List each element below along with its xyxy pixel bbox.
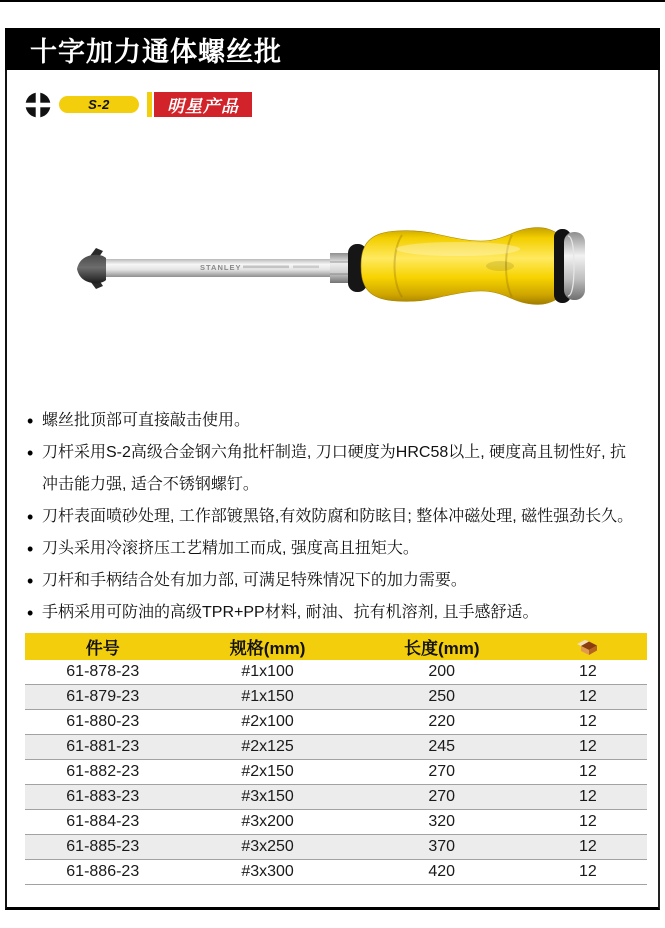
table-row [25, 835, 647, 860]
cell-qty: 12 [529, 685, 647, 710]
phillips-tip [77, 255, 106, 284]
box-icon [576, 639, 600, 656]
cell-spec: #1x150 [181, 685, 355, 710]
cell-qty: 12 [529, 810, 647, 835]
cell-part-number: 61-881-23 [25, 735, 181, 760]
title-bar [5, 28, 660, 70]
table-row [25, 860, 647, 885]
feature-list [27, 405, 639, 629]
cell-part-number: 61-878-23 [25, 660, 181, 685]
cell-length: 200 [355, 660, 529, 685]
cell-length: 245 [355, 735, 529, 760]
col-header-pack-qty [529, 633, 647, 660]
feature-item: • 刀杆采用S-2高级合金钢六角批杆制造, 刀口硬度为HRC58以上, 硬度高且韧性好, 抗冲击能力强, 适合不锈钢螺钉。 [27, 437, 639, 501]
cell-qty: 12 [529, 760, 647, 785]
shaft-brand-text: STANLEY [200, 263, 242, 272]
screwdriver-image [60, 210, 600, 315]
col-header-spec: 规格(mm) [181, 633, 355, 660]
top-divider [0, 0, 665, 2]
cell-spec: #2x125 [181, 735, 355, 760]
star-product-badge [147, 92, 252, 117]
cell-length: 420 [355, 860, 529, 885]
cell-part-number: 61-886-23 [25, 860, 181, 885]
feature-item: • 刀杆表面喷砂处理, 工作部镀黑铬,有效防腐和防眩目; 整体冲磁处理, 磁性强劲长久。 [27, 501, 639, 533]
cell-length: 220 [355, 710, 529, 735]
cell-length: 270 [355, 785, 529, 810]
cell-qty: 12 [529, 710, 647, 735]
table-row [25, 685, 647, 710]
cell-length: 270 [355, 760, 529, 785]
table-header-row [25, 633, 647, 660]
table-row [25, 760, 647, 785]
cell-spec: #3x300 [181, 860, 355, 885]
table-row [25, 810, 647, 835]
cell-part-number: 61-884-23 [25, 810, 181, 835]
handle [361, 228, 565, 305]
feature-item: • 螺丝批顶部可直接敲击使用。 [27, 405, 639, 437]
cell-spec: #3x150 [181, 785, 355, 810]
s2-badge: S-2 [59, 96, 139, 113]
cell-spec: #2x150 [181, 760, 355, 785]
cell-qty: 12 [529, 860, 647, 885]
table-row [25, 660, 647, 685]
phillips-cross-icon [25, 92, 51, 118]
cell-part-number: 61-882-23 [25, 760, 181, 785]
table-row [25, 710, 647, 735]
feature-item: • 刀头采用冷滚挤压工艺精加工而成, 强度高且扭矩大。 [27, 533, 639, 565]
cell-length: 370 [355, 835, 529, 860]
table-row [25, 735, 647, 760]
star-badge-label: 明星产品 [154, 92, 252, 117]
page-title: 十字加力通体螺丝批 [30, 36, 282, 67]
cell-qty: 12 [529, 835, 647, 860]
cell-spec: #3x250 [181, 835, 355, 860]
feature-item: • 手柄采用可防油的高级TPR+PP材料, 耐油、抗有机溶剂, 且手感舒适。 [27, 597, 639, 629]
col-header-length: 长度(mm) [355, 633, 529, 660]
cell-part-number: 61-885-23 [25, 835, 181, 860]
cell-part-number: 61-880-23 [25, 710, 181, 735]
badge-accent-stripe [147, 92, 152, 117]
badge-row [25, 91, 252, 118]
cell-length: 250 [355, 685, 529, 710]
table-row [25, 785, 647, 810]
spec-table [25, 633, 647, 885]
cell-qty: 12 [529, 785, 647, 810]
cell-part-number: 61-879-23 [25, 685, 181, 710]
cell-qty: 12 [529, 735, 647, 760]
cell-qty: 12 [529, 660, 647, 685]
product-photo [60, 210, 600, 315]
feature-item: • 刀杆和手柄结合处有加力部, 可满足特殊情况下的加力需要。 [27, 565, 639, 597]
col-header-part-number: 件号 [25, 633, 181, 660]
cell-spec: #3x200 [181, 810, 355, 835]
cell-spec: #1x100 [181, 660, 355, 685]
cell-spec: #2x100 [181, 710, 355, 735]
cell-part-number: 61-883-23 [25, 785, 181, 810]
cell-length: 320 [355, 810, 529, 835]
